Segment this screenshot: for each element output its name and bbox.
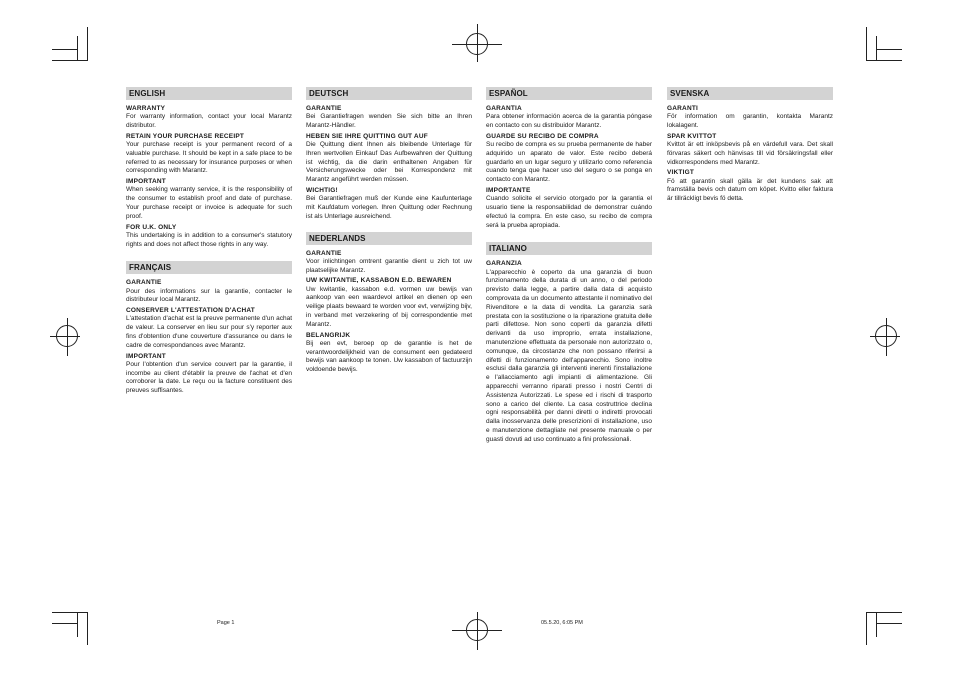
- crop-mark: [87, 27, 88, 60]
- paragraph: Kvittot är ett inköpsbevis på en värdefull vara. Det skall förvaras säkert och hänvisas till vid försäkringsfall eller vidkorrespondens med Marantz.: [667, 141, 833, 166]
- paragraph: Bij een evt, beroep op de garantie is het de verantwoordelijkheid van de consument een gedateerd bewijs van aankoop te tonen. Uw kassabon of factuurzijn voldoende bewijs.: [306, 339, 472, 374]
- subheading: GARANTIA: [486, 105, 522, 112]
- crop-mark: [866, 27, 867, 60]
- subheading: IMPORTANT: [126, 178, 166, 186]
- subheading: WARRANTY: [126, 105, 166, 112]
- subheading: GARANTIE: [306, 105, 342, 112]
- crop-mark: [866, 60, 902, 61]
- section-francais: [126, 261, 292, 396]
- paragraph: L'apparecchio è coperto da una garanzia di buon funzionamento della durata di un anno, o del periodo previsto dalla legge, a partire dalla data di acquisto comprovata da un documento attestante il nominativo del Rivenditore e la data di vendita. La garanzia sarà prestata con la sostituzione o la riparazione gratuita delle parti difettose. Non sono coperti da garanzia difetti derivanti da uso improprio, errata installazione, manutenzione effettuata da personale non autorizzato o, comunque, da circostanze che non possano riferirsi a difetti di funzionamento dell'apparecchio. Sono inoltre esclusi dalla garanzia gli interventi inerenti l'installazione e l'allacciamento agli impianti di alimentazione. Gli apparecchi verranno riparati presso i nostri Centri di Assistenza Autorizzati. Le spese ed i rischi di trasporto sono a carico del cliente. La casa costruttrice declina ogni responsabilità per danni diretti o indiretti provocati dalla inosservanza delle prescrizioni di installazione, uso e manutenzione dettagliate nel presente manuale o per guasti dovuti ad uso continuato a fini professionali.: [486, 268, 652, 443]
- crop-mark: [67, 318, 68, 356]
- section-heading: ITALIANO: [486, 242, 652, 255]
- crop-mark: [870, 336, 900, 337]
- subheading: CONSERVER L'ATTESTATION D'ACHAT: [126, 307, 255, 315]
- subheading: VIKTIGT: [667, 169, 695, 177]
- crop-mark: [52, 49, 78, 50]
- paragraph: För information om garantin, kontakta Marantz lokalagent.: [667, 113, 833, 129]
- crop-mark: [77, 612, 78, 637]
- section-heading: SVENSKA: [667, 87, 833, 100]
- section-deutsch: [306, 87, 472, 222]
- subheading: GARANTIE: [126, 279, 162, 287]
- subheading: IMPORTANTE: [486, 186, 531, 194]
- section-heading: ENGLISH: [126, 87, 292, 100]
- paragraph: This undertaking is in addition to a consumer's statutory rights and does not affect those rights in any way.: [126, 231, 292, 248]
- paragraph: For warranty information, contact your local Marantz distributor.: [126, 113, 292, 129]
- page-footer-left: Page 1: [217, 620, 235, 626]
- column-1: [126, 87, 292, 398]
- subheading: RETAIN YOUR PURCHASE RECEIPT: [126, 132, 245, 140]
- crop-mark: [876, 623, 902, 624]
- subheading: SPAR KVITTOT: [667, 132, 717, 140]
- column-2: [306, 87, 472, 377]
- crop-mark: [477, 24, 478, 62]
- paragraph: L'attestation d'achat est la preuve permanente d'un achat de valeur. La conserver en lieu sur pour s'y reporter aux fins d'obtention d'une couverture d'assurance ou dans le cadre de correspondances avec Marantz.: [126, 315, 292, 349]
- paragraph: Bei Garantiefragen muß der Kunde eine Kaufunterlage mit Kaufdatum vorlegen. Ihren Quittung oder Rechnung ist als Unterlage ausreichend.: [306, 195, 472, 220]
- crop-mark: [477, 612, 478, 650]
- paragraph: Bei Garantiefragen wenden Sie sich bitte an Ihren Marantz-Händler.: [306, 113, 472, 129]
- section-svenska: [667, 87, 833, 204]
- subheading: HEBEN SIE IHRE QUITTING GUT AUF: [306, 132, 428, 140]
- paragraph: Your purchase receipt is your permanent record of a valuable purchase. It should be kept in a safe place to be referred to as necessary for insurance purposes or when corresponding with Marantz.: [126, 141, 292, 175]
- section-heading: FRANÇAIS: [126, 261, 292, 274]
- column-4: [667, 87, 833, 206]
- subheading: FOR U.K. ONLY: [126, 223, 177, 231]
- subheading: IMPORTANT: [126, 352, 166, 360]
- crop-mark: [866, 612, 902, 613]
- page-footer-right: 05.5.20, 6:05 PM: [541, 620, 583, 626]
- subheading: BELANGRIJK: [306, 331, 351, 339]
- crop-mark: [876, 49, 902, 50]
- paragraph: Voor inlichtingen omtrent garantie dient u zich tot uw plaatselijke Marantz.: [306, 257, 472, 274]
- column-3: [486, 87, 652, 447]
- crop-mark: [52, 623, 78, 624]
- paragraph: When seeking warranty service, it is the responsibility of the consumer to establish proof and date of purchase. Your purchase receipt or invoice is adequate for such proof.: [126, 186, 292, 220]
- subheading: GARANTI: [667, 105, 699, 112]
- paragraph: Para obtener información acerca de la garantia póngase en contacto con su distribuidor Marantz.: [486, 113, 652, 129]
- paragraph: Pour des informations sur la garantie, contacter le distributeur local Marantz.: [126, 287, 292, 304]
- subheading: WICHTIG!: [306, 186, 338, 194]
- section-italiano: [486, 242, 652, 444]
- section-english: [126, 87, 292, 249]
- section-espanol: [486, 87, 652, 230]
- section-heading: NEDERLANDS: [306, 232, 472, 245]
- crop-mark: [52, 60, 88, 61]
- section-heading: ESPAÑOL: [486, 87, 652, 100]
- paragraph: Die Quittung dient Ihnen als bleibende Unterlage für Ihren wertvollen Einkauf Das Aufbewahren der Quittung ist wichtig, da die darin enthaltenen Angaben für Versicherungswecke oder bei Korrespondenz mit Marantz angeführt werden müssen.: [306, 141, 472, 184]
- crop-mark: [50, 336, 80, 337]
- subheading: GARANZIA: [486, 260, 522, 268]
- section-heading: DEUTSCH: [306, 87, 472, 100]
- section-nederlands: [306, 232, 472, 375]
- subheading: GUARDE SU RECIBO DE COMPRA: [486, 132, 599, 140]
- subheading: UW KWITANTIE, KASSABON E.D. BEWAREN: [306, 277, 452, 285]
- paragraph: Pour l'obtention d'un service couvert par la garantie, il incombe au client d'établir la preuve de l'achat et d'en corroborer la date. Le reçu ou la facture constituent des preuves suffisantes.: [126, 360, 292, 395]
- crop-mark: [886, 318, 887, 356]
- crop-mark: [876, 612, 877, 637]
- paragraph: Uw kwitantie, kassabon e.d. vormen uw bewijs van aankoop van een waardevol artikel en dienen op een veilige plaats bewaard te worden voor evt, verwijzing bijv, in verband met verzekering of bij correspondentie met Marantz.: [306, 285, 472, 328]
- paragraph: Fö att garantin skall gälla är det kundens sak att framställa bevis och datum om köpet. Kvitto eller faktura är tillräckligt bevis fö detta.: [667, 177, 833, 203]
- crop-mark: [52, 612, 88, 613]
- paragraph: Cuando solicite el servicio otorgado por la garantia el usuario tiene la responsabilidad de demonstrar cuándo efectuó la compra. En este caso, su recibo de compra será la prueba apropiada.: [486, 195, 652, 229]
- crop-mark: [87, 612, 88, 645]
- subheading: GARANTIE: [306, 249, 342, 257]
- crop-mark: [866, 612, 867, 645]
- paragraph: Su recibo de compra es su prueba permanente de haber adquirido un aparato de valor. Este recibo deberá guardarlo en un lugar seguro y utilizarlo como referencia cuando tenga que hacer uso del seguro o se ponga en contacto con Marantz.: [486, 141, 652, 184]
